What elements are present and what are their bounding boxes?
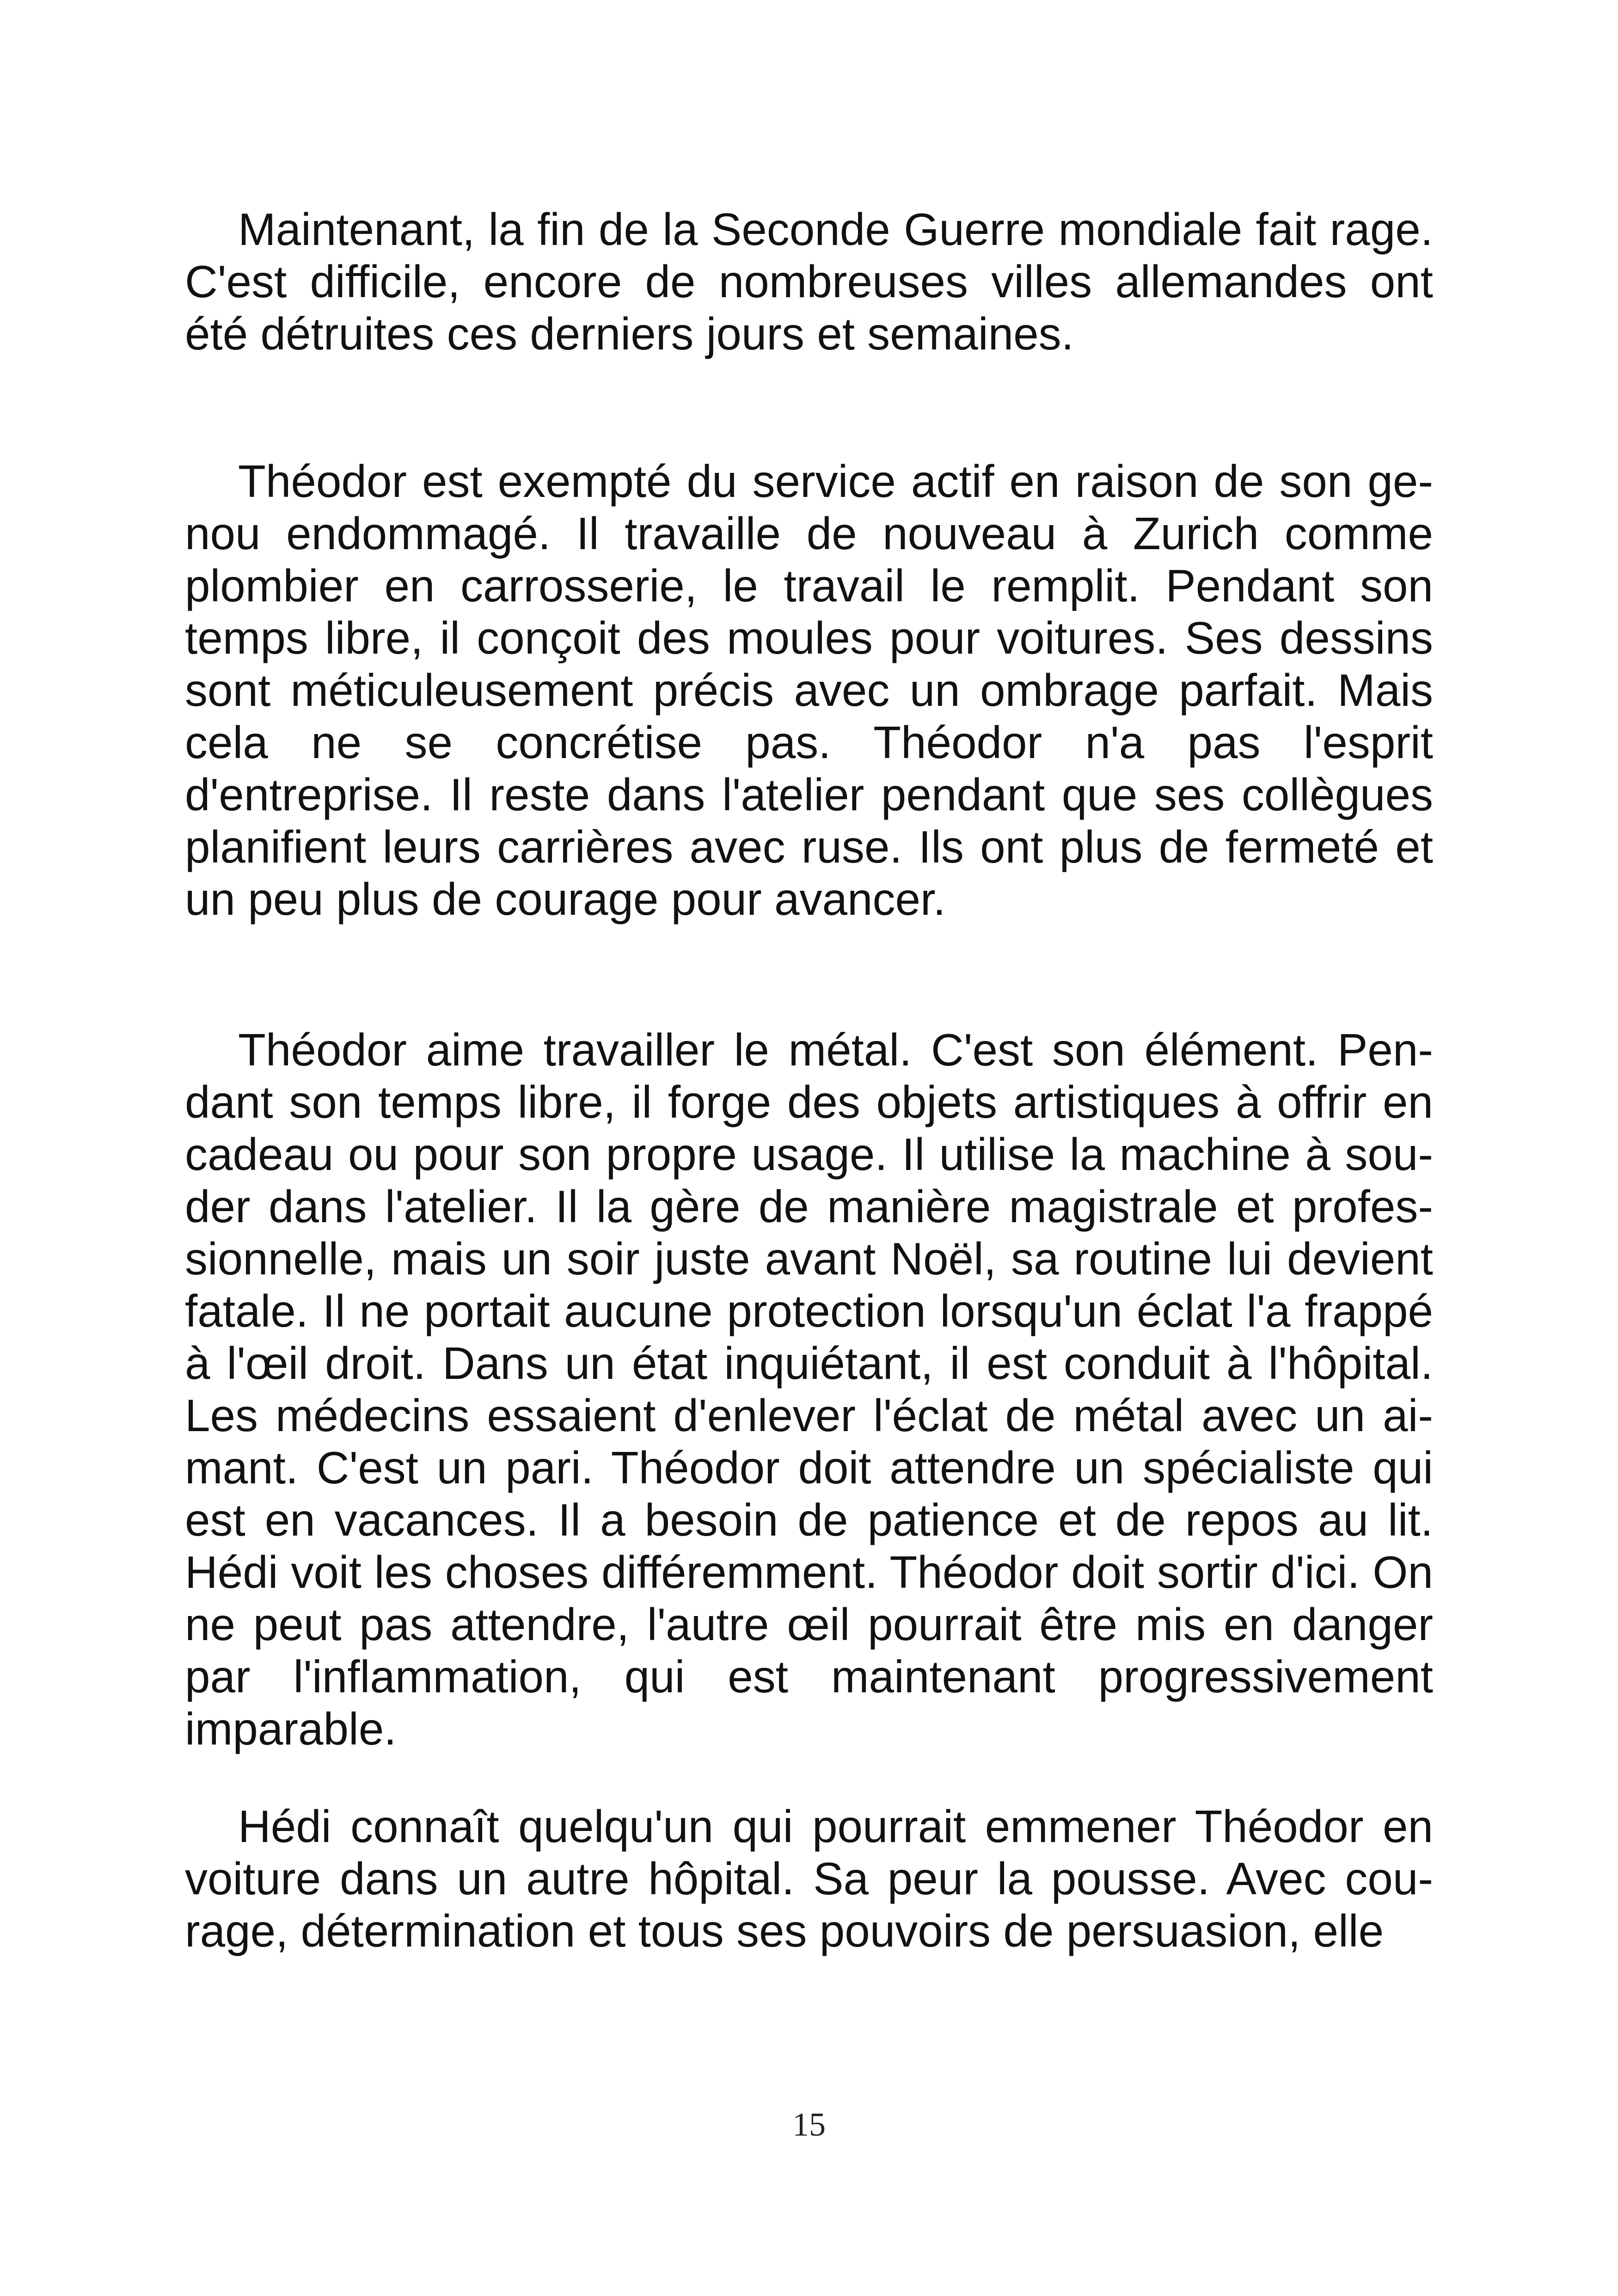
- paragraph-text: Théodor aime travailler le métal. C'est son élément. Pendant son temps libre, il forge des objets artistiques à offrir en cadeau ou pour son propre usage. Il utilise la machine à souder dans l'atelier. Il la gère de manière magistrale et professionnelle, mais un soir juste avant Noël, sa routine lui devient fatale. Il ne portait aucune protection lorsqu'un éclat l'a frappé à l'œil droit. Dans un état inquiétant, il est conduit à l'hôpital. Les médecins essaient d'enlever l'éclat de métal avec un aimant. C'est un pari. Théodor doit attendre un spécialiste qui est en vacances. Il a besoin de patience et de repos au lit. Hédi voit les choses différemment. Théodor doit sortir d'ici. On ne peut pas attendre, l'autre œil pourrait être mis en danger par l'inflammation, qui est maintenant progressivement imparable.: [185, 1024, 1433, 1754]
- paragraph-text: Maintenant, la fin de la Seconde Guerre mondiale fait rage. C'est difficile, encore de nombreuses villes allemandes ont été détruites ces derniers jours et semaines.: [185, 204, 1433, 359]
- paragraph-2: [185, 455, 1433, 925]
- page-number: 15: [792, 2106, 826, 2143]
- paragraph-4: [185, 1800, 1433, 1957]
- paragraph-text: Théodor est exempté du service actif en raison de son genou endommagé. Il travaille de nouveau à Zurich comme plombier en carrosserie, le travail le remplit. Pendant son temps libre, il conçoit des moules pour voitures. Ses dessins sont méticuleusement précis avec un ombrage parfait. Mais cela ne se concrétise pas. Théodor n'a pas l'esprit d'entreprise. Il reste dans l'atelier pendant que ses collègues planifient leurs carrières avec ruse. Ils ont plus de fermeté et un peu plus de courage pour avancer.: [185, 456, 1433, 925]
- paragraph-3: [185, 1024, 1433, 1755]
- paragraph-text: Hédi connaît quelqu'un qui pourrait emmener Théodor en voiture dans un autre hôpital. Sa peur la pousse. Avec courage, détermination et tous ses pouvoirs de persuasion, elle: [185, 1801, 1433, 1956]
- paragraph-1: [185, 203, 1433, 360]
